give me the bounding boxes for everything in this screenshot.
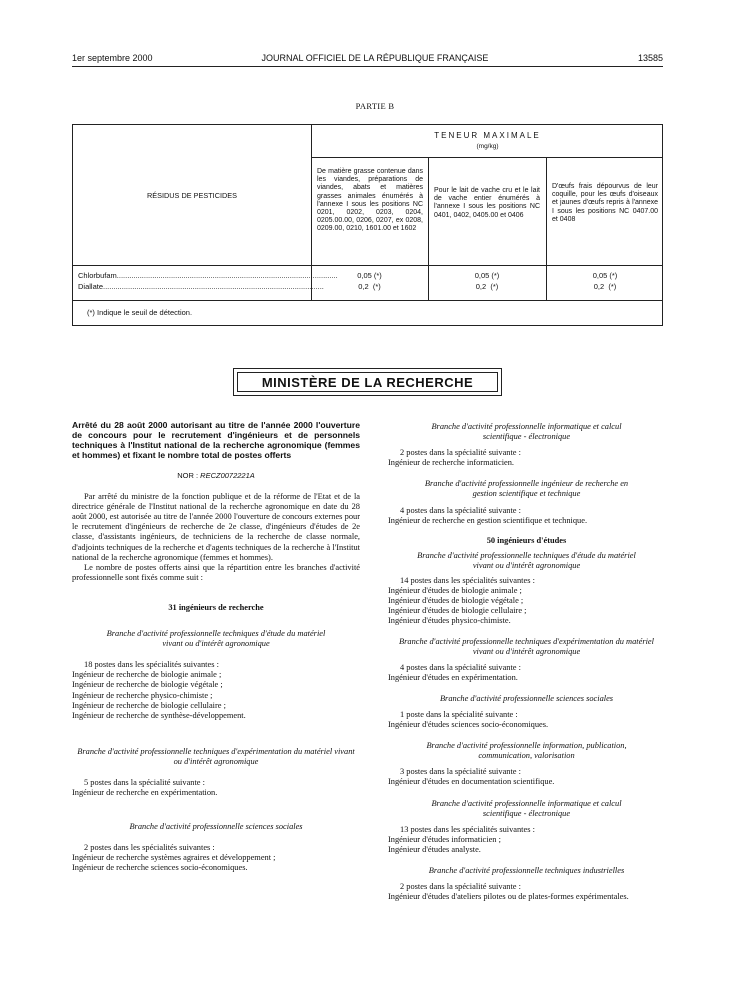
- specialite-item: Ingénieur de recherche en expérimentation.: [72, 788, 218, 798]
- branch-title: Branche d'activité professionnelle information, publication, communication, valorisation: [426, 741, 627, 761]
- postes-count: 2 postes dans les spécialités suivantes :: [84, 843, 215, 853]
- postes-count: 13 postes dans les spécialités suivantes :: [400, 824, 535, 834]
- header-rule: [72, 66, 663, 67]
- branch-title: Branche d'activité professionnelle techniques d'étude du matériel vivant ou d'intérêt agronomique: [417, 550, 636, 570]
- specialite-item: Ingénieur d'études de biologie végétale ;: [388, 596, 524, 606]
- branch-title: Branche d'activité professionnelle informatique et calcul scientifique - électronique: [431, 798, 622, 818]
- postes-count: 4 postes dans la spécialité suivante :: [400, 505, 521, 515]
- specialite-item: Ingénieur d'études de biologie animale ;: [388, 586, 522, 596]
- postes-count: 1 poste dans la spécialité suivante :: [400, 709, 518, 719]
- ministry-banner: [233, 368, 502, 396]
- specialite-item: Ingénieur de recherche de biologie végétale ;: [72, 680, 223, 690]
- specialite-item: Ingénieur de recherche systèmes agraires et développement ;: [72, 853, 276, 863]
- header-date: 1er septembre 2000: [72, 53, 153, 63]
- specialite-item: Ingénieur de recherche physico-chimiste ;: [72, 690, 213, 700]
- specialite-item: Ingénieur d'études informaticien ;: [388, 834, 501, 844]
- table-cell: 0,05 (*): [592, 271, 618, 280]
- branch-title: Branche d'activité professionnelle techniques industrielles: [428, 866, 625, 875]
- specialite-item: Ingénieur de recherche en gestion scientifique et technique.: [388, 515, 588, 525]
- postes-count: 18 postes dans les spécialités suivantes :: [84, 660, 219, 670]
- column-header-lait: Pour le lait de vache cru et le lait de vache entier énumérés à l'annexe I sous les positions NC 0401, 0402, 0405.00 et 0406: [434, 187, 540, 219]
- left-column: [72, 420, 360, 874]
- table-row-name: Diallate..........................................................................................................: [78, 282, 324, 291]
- specialite-item: Ingénieur d'études en expérimentation.: [388, 672, 518, 682]
- specialite-item: Ingénieur de recherche de biologie animale ;: [72, 670, 222, 680]
- specialite-item: Ingénieur de recherche sciences socio-économiques.: [72, 863, 248, 873]
- table-cell: 0,2 (*): [358, 282, 381, 291]
- table-cell: 0,05 (*): [357, 271, 382, 280]
- table-divider: [73, 300, 662, 301]
- branch-title: Branche d'activité professionnelle techniques d'expérimentation du matériel vivant ou d'intérêt agronomique: [77, 746, 355, 766]
- branch-title: Branche d'activité professionnelle techniques d'étude du matériel vivant ou d'intérêt agronomique: [106, 629, 326, 649]
- postes-count: 3 postes dans la spécialité suivante :: [400, 767, 521, 777]
- section-heading-ingenieurs-recherche: 31 ingénieurs de recherche: [168, 602, 264, 612]
- branch-title: Branche d'activité professionnelle sciences sociales: [439, 693, 614, 703]
- header-page-number: 13585: [637, 53, 663, 63]
- repartition-paragraph: Le nombre de postes offerts ainsi que la répartition entre les branches d'activité professionnelle sont fixés comme suit :: [72, 562, 360, 582]
- column-header-viandes: De matière grasse contenue dans les viandes, préparations de viandes, abats et matières grasses animales énumérés à l'annexe I sous les positions NC 0201, 0202, 0203, 0204, 0205.00.00, 0206, 0207, ex 0208, 0209.00, 0210, 1601.00 et 1602: [317, 168, 423, 233]
- arrete-title: Arrêté du 28 août 2000 autorisant au titre de l'année 2000 l'ouverture de concours pour le recrutement d'ingénieurs et de personnels techniques à l'Institut national de la recherche agronomique (femmes et hommes) et fixant le nombre total de postes offerts: [72, 420, 360, 460]
- right-column: [388, 422, 665, 902]
- table-footnote: (*) Indique le seuil de détection.: [87, 308, 193, 317]
- intro-paragraph: Par arrêté du ministre de la fonction publique et de la réforme de l'Etat et de la directrice générale de l'Institut national de la recherche agronomique en date du 28 août 2000, est autorisée au titre de l'année 2000 l'ouverture de concours externes pour le recrutement d'ingénieurs de recherche de 2e classe, d'ingénieurs d'études de 2e classe, d'assistants ingénieurs, de techniciens de la recherche de classe normale, d'adjoints techniques de la recherche et d'agents techniques de la recherche à l'Institut national de la recherche agronomique (femmes et hommes).: [72, 492, 360, 562]
- specialite-item: Ingénieur de recherche de synthèse-développement.: [72, 710, 246, 720]
- table-row-name: Chlorbufam..........................................................................................................: [78, 271, 338, 280]
- branch-title: Branche d'activité professionnelle informatique et calcul scientifique - électronique: [431, 422, 622, 442]
- ministry-banner-title: MINISTÈRE DE LA RECHERCHE: [237, 372, 498, 392]
- table-cell: 0,2 (*): [593, 282, 617, 291]
- specialite-item: Ingénieur d'études analyste.: [388, 844, 481, 854]
- table-cell: 0,05 (*): [474, 271, 500, 280]
- branch-title: Branche d'activité professionnelle ingénieur de recherche en gestion scientifique et technique: [424, 479, 629, 499]
- branch-title: Branche d'activité professionnelle sciences sociales: [129, 822, 303, 832]
- postes-count: 2 postes dans la spécialité suivante :: [400, 882, 521, 892]
- specialite-item: Ingénieur de recherche informaticien.: [388, 458, 515, 468]
- specialite-item: Ingénieur d'études en documentation scientifique.: [388, 777, 555, 787]
- postes-count: 5 postes dans la spécialité suivante :: [84, 777, 205, 787]
- postes-count: 14 postes dans les spécialités suivantes :: [400, 576, 535, 586]
- teneur-heading: TENEUR MAXIMALE: [434, 131, 541, 140]
- specialite-item: Ingénieur d'études de biologie cellulaire ;: [388, 606, 527, 616]
- nor-reference: NOR : RECZ0072221A: [177, 471, 255, 480]
- teneur-unit: (mg/kg): [476, 143, 499, 150]
- residus-heading: RÉSIDUS DE PESTICIDES: [146, 191, 237, 200]
- pesticide-table: [72, 124, 663, 326]
- specialite-item: Ingénieur d'études d'ateliers pilotes ou de plates-formes expérimentales.: [388, 892, 629, 902]
- table-divider: [73, 265, 662, 266]
- postes-count: 2 postes dans la spécialité suivante :: [400, 448, 521, 458]
- header-journal: JOURNAL OFFICIEL DE LA RÉPUBLIQUE FRANÇAISE: [261, 53, 489, 63]
- specialite-item: Ingénieur de recherche de biologie cellulaire ;: [72, 700, 226, 710]
- partie-title: PARTIE B: [355, 101, 395, 111]
- branch-title: Branche d'activité professionnelle techniques d'expérimentation du matériel vivant ou d'intérêt agronomique: [399, 636, 654, 656]
- postes-count: 4 postes dans la spécialité suivante :: [400, 662, 521, 672]
- section-heading-ingenieurs-etudes: 50 ingénieurs d'études: [486, 535, 567, 545]
- column-header-oeufs: D'œufs frais dépourvus de leur coquille, pour les œufs d'oiseaux et jaunes d'œufs repris à l'annexe I sous les positions NC 0407.00 et 0408: [552, 183, 658, 223]
- specialite-item: Ingénieur d'études sciences socio-économiques.: [388, 720, 549, 730]
- table-divider: [311, 157, 662, 158]
- specialite-item: Ingénieur d'études physico-chimiste.: [388, 616, 511, 626]
- table-cell: 0,2 (*): [475, 282, 499, 291]
